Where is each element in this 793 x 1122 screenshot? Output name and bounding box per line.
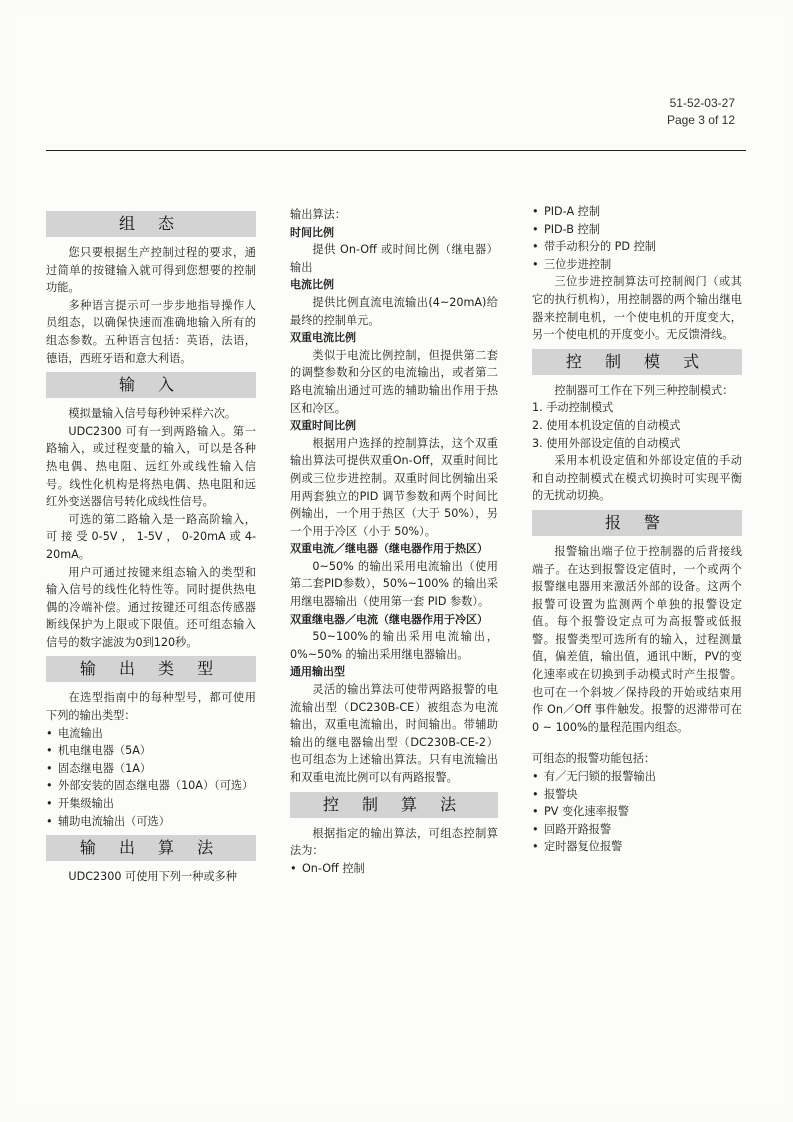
control-algorithm-intro: 根据指定的输出算法，可组态控制算法为： xyxy=(290,826,498,858)
output-algorithm-continued: 输出算法： xyxy=(290,208,346,221)
alarm-list-intro: 可组态的报警功能包括： xyxy=(532,752,656,766)
list-item: • PID-A 控制 xyxy=(532,203,742,221)
dual-current-text: 类似于电流比例控制，但提供第二套的调整参数和分区的电流输出，或者第二路电流输出通过可选的辅助输出作用于热区和冷区。 xyxy=(290,348,498,415)
subhead-current-proportional: 电流比例 xyxy=(290,278,334,292)
alarm-features-list xyxy=(532,768,742,856)
header-rule xyxy=(46,150,746,151)
list-item: • 带手动积分的 PD 控制 xyxy=(532,238,742,256)
subhead-relay-current: 双重继电器／电流（继电器作用于冷区） xyxy=(290,612,488,626)
list-item: • 辅助电流输出（可选） xyxy=(46,813,256,831)
column-left xyxy=(46,206,256,886)
section-header-output-types: 输 出 类 型 xyxy=(46,656,256,682)
subhead-universal-output: 通用输出型 xyxy=(290,665,345,679)
section-header-control-algorithm: 控 制 算 法 xyxy=(290,792,498,818)
relay-current-text: 50~100%的输出采用电流输出，0%~50% 的输出采用继电器输出。 xyxy=(290,630,498,661)
list-item: • 三位步进控制 xyxy=(532,256,742,274)
list-item: • 固态继电器（1A） xyxy=(46,760,256,778)
control-mode-text: 采用本机设定值和外部设定值的手动和自动控制模式在模式切换时可实现平衡的无扰动切换。 xyxy=(532,454,742,503)
list-item: • On-Off 控制 xyxy=(290,860,498,878)
dual-time-text: 根据用户选择的控制算法，这个双重输出算法可提供双重On-Off，双重时间比例或三位步进控制。双重时间比例输出采用两套独立的PID 调节参数和两个时间比例输出，一个用于热区（大于 50%），另一个用于冷区（小于 50%）。 xyxy=(290,436,498,538)
list-item: • 有／无闩锁的报警输出 xyxy=(532,768,742,786)
list-item: • 电流输出 xyxy=(46,725,256,743)
input-paragraph-2: UDC2300 可有一到两路输入。第一路输入，或过程变量的输入，可以是各种热电偶、热电阻、远红外或线性输入信号。线性化机构是将热电偶、热电阻和远红外变送器信号转化成线性信号。 xyxy=(46,424,256,509)
spacer xyxy=(532,736,742,750)
list-item: • 定时器复位报警 xyxy=(532,838,742,856)
control-algorithm-list xyxy=(290,860,498,878)
column-middle xyxy=(290,206,498,877)
list-item: • PV 变化速率报警 xyxy=(532,803,742,821)
control-mode-intro: 控制器可工作在下列三种控制模式： xyxy=(554,383,734,397)
subhead-dual-current: 双重电流比例 xyxy=(290,331,356,345)
output-types-intro: 在选型指南中的每种型号，都可使用下列的输出类型： xyxy=(46,691,256,723)
section-header-alarm: 报 警 xyxy=(532,510,742,536)
list-item: • 回路开路报警 xyxy=(532,821,742,839)
page-number: Page 3 of 12 xyxy=(666,113,735,127)
document-code: 51-52-03-27 xyxy=(669,96,735,110)
config-paragraph-1: 您只要根据生产控制过程的要求，通过简单的按键输入就可得到您想要的控制功能。 xyxy=(46,246,256,295)
section-header-output-algorithm: 输 出 算 法 xyxy=(46,835,256,861)
subhead-current-relay: 双重电流／继电器（继电器作用于热区） xyxy=(290,542,488,556)
list-item: • 外部安装的固态继电器（10A）（可选） xyxy=(46,777,256,795)
output-algorithm-intro: UDC2300 可使用下列一种或多种 xyxy=(68,870,237,884)
time-proportional-text: 提供 On-Off 或时间比例（继电器）输出 xyxy=(290,243,498,274)
current-proportional-text: 提供比例直流电流输出(4~20mA)给最终的控制单元。 xyxy=(290,295,498,327)
list-item: • 开集级输出 xyxy=(46,795,256,813)
column-right xyxy=(532,203,742,856)
section-header-config: 组 态 xyxy=(46,211,256,237)
control-algorithm-list-continued xyxy=(532,203,742,273)
universal-output-text: 灵活的输出算法可使带两路报警的电流输出型（DC230B-CE）被组态为电流输出，双重电流输出，时间输出。带辅助输出的继电器输出型（DC230B-CE-2）也可组态为上述输出算法。只有电流输出和双重电流比例可以有两路报警。 xyxy=(290,683,498,784)
list-item: • 机电继电器（5A） xyxy=(46,742,256,760)
list-item: 1. 手动控制模式 xyxy=(532,401,614,415)
output-types-list xyxy=(46,725,256,831)
subhead-time-proportional: 时间比例 xyxy=(290,225,334,239)
control-mode-list xyxy=(532,399,742,452)
config-paragraph-2: 多种语言提示可一步步地指导操作人员组态，以确保快速而准确地输入所有的组态参数。五种语言包括：英语，法语，德语，西班牙语和意大利语。 xyxy=(46,298,256,365)
list-item: • 报警块 xyxy=(532,786,742,804)
input-paragraph-3: 可选的第二路输入是一路高阶输入，可接受0-5V，1-5V，0-20mA或4-20mA。 xyxy=(46,512,256,561)
alarm-text: 报警输出端子位于控制器的后背接线端子。在达到报警设定值时，一个或两个报警继电器用来激活外部的设备。这两个报警可设置为监测两个单独的报警设定值。每个报警设定点可为高报警或低报警。报警类型可选所有的输入，过程测量值，偏差值，输出值，通讯中断，PV的变化速率或在切换到手动模式时产生报警。也可在一个斜坡／保持段的开始或结束用作 On／Off 事件触发。报警的迟滞带可在 0 ~ 100%的量程范围内组态。 xyxy=(532,544,742,734)
current-relay-text: 0~50% 的输出采用电流输出（使用第二套PID参数），50%~100% 的输出采用继电器输出（使用第一套 PID 参数）。 xyxy=(290,559,498,609)
list-item: 2. 使用本机设定值的自动模式 xyxy=(532,418,681,432)
section-header-control-mode: 控 制 模 式 xyxy=(532,349,742,375)
list-item: 3. 使用外部设定值的自动模式 xyxy=(532,436,681,450)
three-position-step-text: 三位步进控制算法可控制阀门（或其它的执行机构），用控制器的两个输出继电器来控制电机，一个使电机的开度变大，另一个使电机的开度变小。无反馈滑线。 xyxy=(532,275,742,342)
section-header-input: 输 入 xyxy=(46,372,256,398)
input-paragraph-1: 模拟量输入信号每秒钟采样六次。 xyxy=(68,407,237,421)
subhead-dual-time: 双重时间比例 xyxy=(290,419,356,433)
list-item: • PID-B 控制 xyxy=(532,221,742,239)
input-paragraph-4: 用户可通过按键来组态输入的类型和输入信号的线性化特性等。同时提供热电偶的冷端补偿。通过按键还可组态传感器断线保护为上限或下限值。还可组态输入信号的数字滤波为0到120秒。 xyxy=(46,565,256,649)
